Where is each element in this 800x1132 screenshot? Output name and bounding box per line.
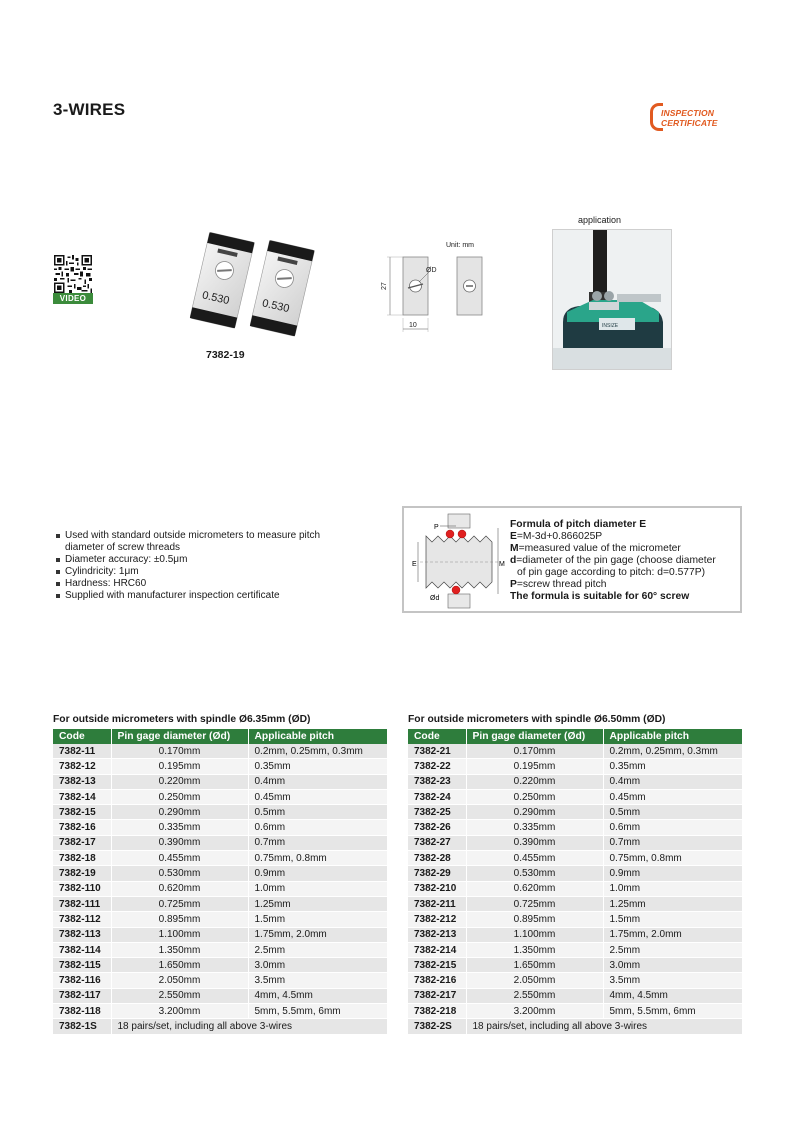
formula-box xyxy=(402,506,742,613)
cell-pitch: 4mm, 4.5mm xyxy=(248,988,387,1003)
table-row xyxy=(53,851,387,866)
cell-pitch: 1.25mm xyxy=(603,896,742,911)
gage-block-right xyxy=(250,240,315,336)
cell-code: 7382-111 xyxy=(53,896,111,911)
header-pitch: Applicable pitch xyxy=(603,729,742,744)
width-dimension: 10 xyxy=(409,322,417,329)
cell-diameter: 3.200mm xyxy=(111,1004,248,1019)
cell-pitch: 0.2mm, 0.25mm, 0.3mm xyxy=(248,744,387,759)
cell-pitch: 0.5mm xyxy=(603,805,742,820)
table-right xyxy=(408,729,742,1035)
formula-p-key: P xyxy=(510,579,517,590)
diameter-dimension: ØD xyxy=(426,267,437,274)
cell-diameter: 2.050mm xyxy=(111,973,248,988)
formula-p-val: =screw thread pitch xyxy=(516,579,607,590)
table-row xyxy=(408,942,742,957)
cell-diameter: 0.220mm xyxy=(466,774,603,789)
formula-e-val: =M-3d+0.866025P xyxy=(516,531,603,542)
svg-text:INSIZE: INSIZE xyxy=(602,323,619,329)
d-label: Ød xyxy=(430,595,440,602)
cell-diameter: 0.335mm xyxy=(466,820,603,835)
cell-code: 7382-217 xyxy=(408,988,466,1003)
cell-diameter: 3.200mm xyxy=(466,1004,603,1019)
table-row xyxy=(53,988,387,1003)
header-diameter: Pin gage diameter (Ød) xyxy=(111,729,248,744)
cell-code: 7382-11 xyxy=(53,744,111,759)
cell-diameter: 0.390mm xyxy=(466,835,603,850)
cell-code: 7382-14 xyxy=(53,789,111,804)
formula-e-key: E xyxy=(510,531,517,542)
cell-code: 7382-25 xyxy=(408,805,466,820)
product-code: 7382-19 xyxy=(206,349,245,361)
cell-diameter: 0.530mm xyxy=(466,866,603,881)
cell-diameter: 0.170mm xyxy=(111,744,248,759)
cell-code: 7382-24 xyxy=(408,789,466,804)
cell-code: 7382-21 xyxy=(408,744,466,759)
cell-pitch: 0.45mm xyxy=(603,789,742,804)
table-row xyxy=(408,973,742,988)
cell-code: 7382-29 xyxy=(408,866,466,881)
cell-diameter: 2.550mm xyxy=(111,988,248,1003)
wire-label-right: 0.530 xyxy=(260,297,291,316)
table-row xyxy=(53,835,387,850)
cell-diameter: 1.350mm xyxy=(111,942,248,957)
cell-pitch: 0.6mm xyxy=(248,820,387,835)
table-row xyxy=(408,866,742,881)
table-row xyxy=(53,973,387,988)
cell-code: 7382-17 xyxy=(53,835,111,850)
cell-diameter: 0.620mm xyxy=(466,881,603,896)
cell-code: 7382-22 xyxy=(408,759,466,774)
cell-code: 7382-26 xyxy=(408,820,466,835)
table-row xyxy=(53,896,387,911)
table-row xyxy=(53,744,387,759)
cell-code: 7382-2S xyxy=(408,1019,466,1034)
cell-code: 7382-13 xyxy=(53,774,111,789)
cell-code: 7382-218 xyxy=(408,1004,466,1019)
table-row xyxy=(53,866,387,881)
cell-diameter: 0.725mm xyxy=(466,896,603,911)
cell-diameter: 0.530mm xyxy=(111,866,248,881)
cell-pitch: 0.6mm xyxy=(603,820,742,835)
cell-pitch: 4mm, 4.5mm xyxy=(603,988,742,1003)
table-row xyxy=(408,805,742,820)
cell-code: 7382-28 xyxy=(408,851,466,866)
header-pitch: Applicable pitch xyxy=(248,729,387,744)
table-header-row xyxy=(53,729,387,744)
table-right-body xyxy=(408,744,742,1034)
cell-diameter: 1.100mm xyxy=(466,927,603,942)
cell-pitch: 1.25mm xyxy=(248,896,387,911)
application-image xyxy=(552,229,672,370)
cell-pitch: 0.35mm xyxy=(603,759,742,774)
cell-code: 7382-213 xyxy=(408,927,466,942)
m-label: M xyxy=(499,561,505,568)
cell-diameter: 0.195mm xyxy=(466,759,603,774)
dimension-drawing xyxy=(375,240,495,340)
header-code: Code xyxy=(408,729,466,744)
formula-text xyxy=(510,519,742,603)
feature-item: Used with standard outside micrometers to measure pitch diameter of screw threads xyxy=(56,530,356,554)
certificate-line2: CERTIFICATE xyxy=(661,118,718,128)
pitch-label: P xyxy=(434,524,439,531)
cell-code: 7382-16 xyxy=(53,820,111,835)
cell-pitch: 0.35mm xyxy=(248,759,387,774)
cell-code: 7382-117 xyxy=(53,988,111,1003)
cell-code: 7382-212 xyxy=(408,912,466,927)
cell-set-description: 18 pairs/set, including all above 3-wires xyxy=(466,1019,742,1034)
cell-pitch: 2.5mm xyxy=(603,942,742,957)
cell-pitch: 1.5mm xyxy=(248,912,387,927)
cell-code: 7382-23 xyxy=(408,774,466,789)
cell-code: 7382-214 xyxy=(408,942,466,957)
table-row xyxy=(408,759,742,774)
cell-pitch: 0.5mm xyxy=(248,805,387,820)
cell-pitch: 1.5mm xyxy=(603,912,742,927)
cell-diameter: 0.895mm xyxy=(466,912,603,927)
cell-pitch: 0.4mm xyxy=(603,774,742,789)
certificate-line1: INSPECTION xyxy=(661,108,714,118)
cell-code: 7382-110 xyxy=(53,881,111,896)
cell-diameter: 0.170mm xyxy=(466,744,603,759)
qr-code-icon xyxy=(53,255,93,293)
cell-pitch: 0.7mm xyxy=(603,835,742,850)
height-dimension: 27 xyxy=(381,282,388,290)
cell-code: 7382-113 xyxy=(53,927,111,942)
table-row xyxy=(408,744,742,759)
cell-code: 7382-1S xyxy=(53,1019,111,1034)
feature-item: Supplied with manufacturer inspection certificate xyxy=(56,590,356,602)
wire-bottom xyxy=(452,586,460,594)
inspection-certificate-logo xyxy=(650,101,746,135)
cell-code: 7382-12 xyxy=(53,759,111,774)
formula-m-val: =measured value of the micrometer xyxy=(518,543,681,554)
cell-pitch: 0.75mm, 0.8mm xyxy=(603,851,742,866)
header-code: Code xyxy=(53,729,111,744)
thread-measurement-diagram xyxy=(410,512,506,609)
application-label: application xyxy=(578,215,622,225)
table-right-title: For outside micrometers with spindle Ø6.50mm (ØD) xyxy=(408,714,666,725)
cell-diameter: 1.100mm xyxy=(111,927,248,942)
set-row xyxy=(408,1019,742,1034)
cell-diameter: 0.290mm xyxy=(466,805,603,820)
table-row xyxy=(53,789,387,804)
wire-label-left: 0.530 xyxy=(200,289,231,308)
table-row xyxy=(408,835,742,850)
cell-pitch: 0.2mm, 0.25mm, 0.3mm xyxy=(603,744,742,759)
cell-pitch: 1.0mm xyxy=(603,881,742,896)
cell-code: 7382-112 xyxy=(53,912,111,927)
cell-diameter: 0.335mm xyxy=(111,820,248,835)
feature-item: Diameter accuracy: ±0.5μm xyxy=(56,554,356,566)
product-image xyxy=(183,232,338,337)
unit-label: Unit: mm xyxy=(446,242,474,249)
table-row xyxy=(53,774,387,789)
cell-code: 7382-116 xyxy=(53,973,111,988)
e-label: E xyxy=(412,561,417,568)
feature-item: Cylindricity: 1μm xyxy=(56,566,356,578)
micrometer-application-illustration xyxy=(553,230,672,370)
table-right-section xyxy=(408,713,742,1035)
cell-pitch: 1.75mm, 2.0mm xyxy=(603,927,742,942)
cell-diameter: 2.050mm xyxy=(466,973,603,988)
table-row xyxy=(53,958,387,973)
cell-diameter: 0.895mm xyxy=(111,912,248,927)
formula-m-key: M xyxy=(510,543,519,554)
video-qr-link[interactable] xyxy=(53,255,93,305)
table-header-row xyxy=(408,729,742,744)
table-row xyxy=(408,927,742,942)
formula-note: The formula is suitable for 60° screw xyxy=(510,591,690,602)
cell-pitch: 2.5mm xyxy=(248,942,387,957)
cell-pitch: 0.75mm, 0.8mm xyxy=(248,851,387,866)
cell-diameter: 0.195mm xyxy=(111,759,248,774)
wire-top-2 xyxy=(458,530,466,538)
cell-diameter: 0.220mm xyxy=(111,774,248,789)
table-row xyxy=(408,988,742,1003)
header-diameter: Pin gage diameter (Ød) xyxy=(466,729,603,744)
cell-code: 7382-216 xyxy=(408,973,466,988)
cell-set-description: 18 pairs/set, including all above 3-wires xyxy=(111,1019,387,1034)
table-row xyxy=(408,881,742,896)
cell-diameter: 0.250mm xyxy=(466,789,603,804)
cell-pitch: 3.0mm xyxy=(248,958,387,973)
cell-diameter: 0.290mm xyxy=(111,805,248,820)
table-row xyxy=(408,1004,742,1019)
table-row xyxy=(408,958,742,973)
cell-pitch: 5mm, 5.5mm, 6mm xyxy=(603,1004,742,1019)
cell-pitch: 0.9mm xyxy=(248,866,387,881)
cell-pitch: 3.5mm xyxy=(603,973,742,988)
cell-diameter: 0.455mm xyxy=(466,851,603,866)
cell-pitch: 0.7mm xyxy=(248,835,387,850)
page-title: 3-WIRES xyxy=(53,100,126,119)
table-row xyxy=(53,912,387,927)
table-row xyxy=(53,927,387,942)
cell-diameter: 0.250mm xyxy=(111,789,248,804)
wire-top-1 xyxy=(446,530,454,538)
table-left-title: For outside micrometers with spindle Ø6.35mm (ØD) xyxy=(53,714,311,725)
gage-block-left xyxy=(190,232,255,328)
cell-code: 7382-210 xyxy=(408,881,466,896)
cell-code: 7382-118 xyxy=(53,1004,111,1019)
table-row xyxy=(53,820,387,835)
cell-pitch: 5mm, 5.5mm, 6mm xyxy=(248,1004,387,1019)
video-label: VIDEO xyxy=(53,293,93,304)
cell-diameter: 0.620mm xyxy=(111,881,248,896)
cell-code: 7382-18 xyxy=(53,851,111,866)
cell-diameter: 0.455mm xyxy=(111,851,248,866)
cell-pitch: 3.0mm xyxy=(603,958,742,973)
cell-code: 7382-27 xyxy=(408,835,466,850)
cell-diameter: 0.390mm xyxy=(111,835,248,850)
cell-code: 7382-15 xyxy=(53,805,111,820)
cell-pitch: 0.9mm xyxy=(603,866,742,881)
table-row xyxy=(53,805,387,820)
cell-diameter: 1.650mm xyxy=(111,958,248,973)
cell-pitch: 0.4mm xyxy=(248,774,387,789)
table-left xyxy=(53,729,387,1035)
table-row xyxy=(408,820,742,835)
formula-d-val2: of pin gage according to pitch: d=0.577P) xyxy=(517,567,706,578)
cell-diameter: 1.350mm xyxy=(466,942,603,957)
table-row xyxy=(408,789,742,804)
cell-pitch: 0.45mm xyxy=(248,789,387,804)
cell-code: 7382-115 xyxy=(53,958,111,973)
cell-diameter: 1.650mm xyxy=(466,958,603,973)
table-row xyxy=(408,851,742,866)
table-row xyxy=(53,942,387,957)
formula-d-key: d xyxy=(510,555,517,566)
cell-pitch: 1.75mm, 2.0mm xyxy=(248,927,387,942)
formula-title: Formula of pitch diameter E xyxy=(510,519,647,530)
cell-code: 7382-215 xyxy=(408,958,466,973)
table-left-body xyxy=(53,744,387,1034)
set-row xyxy=(53,1019,387,1034)
table-left-section xyxy=(53,713,387,1035)
cell-code: 7382-211 xyxy=(408,896,466,911)
table-row xyxy=(53,1004,387,1019)
cell-code: 7382-114 xyxy=(53,942,111,957)
table-row xyxy=(408,912,742,927)
cell-pitch: 1.0mm xyxy=(248,881,387,896)
cell-diameter: 2.550mm xyxy=(466,988,603,1003)
cell-diameter: 0.725mm xyxy=(111,896,248,911)
cell-pitch: 3.5mm xyxy=(248,973,387,988)
cell-code: 7382-19 xyxy=(53,866,111,881)
table-row xyxy=(408,774,742,789)
table-row xyxy=(408,896,742,911)
formula-d-val: =diameter of the pin gage (choose diameter xyxy=(516,555,716,566)
table-row xyxy=(53,759,387,774)
table-row xyxy=(53,881,387,896)
feature-list xyxy=(56,530,356,602)
feature-item: Hardness: HRC60 xyxy=(56,578,356,590)
